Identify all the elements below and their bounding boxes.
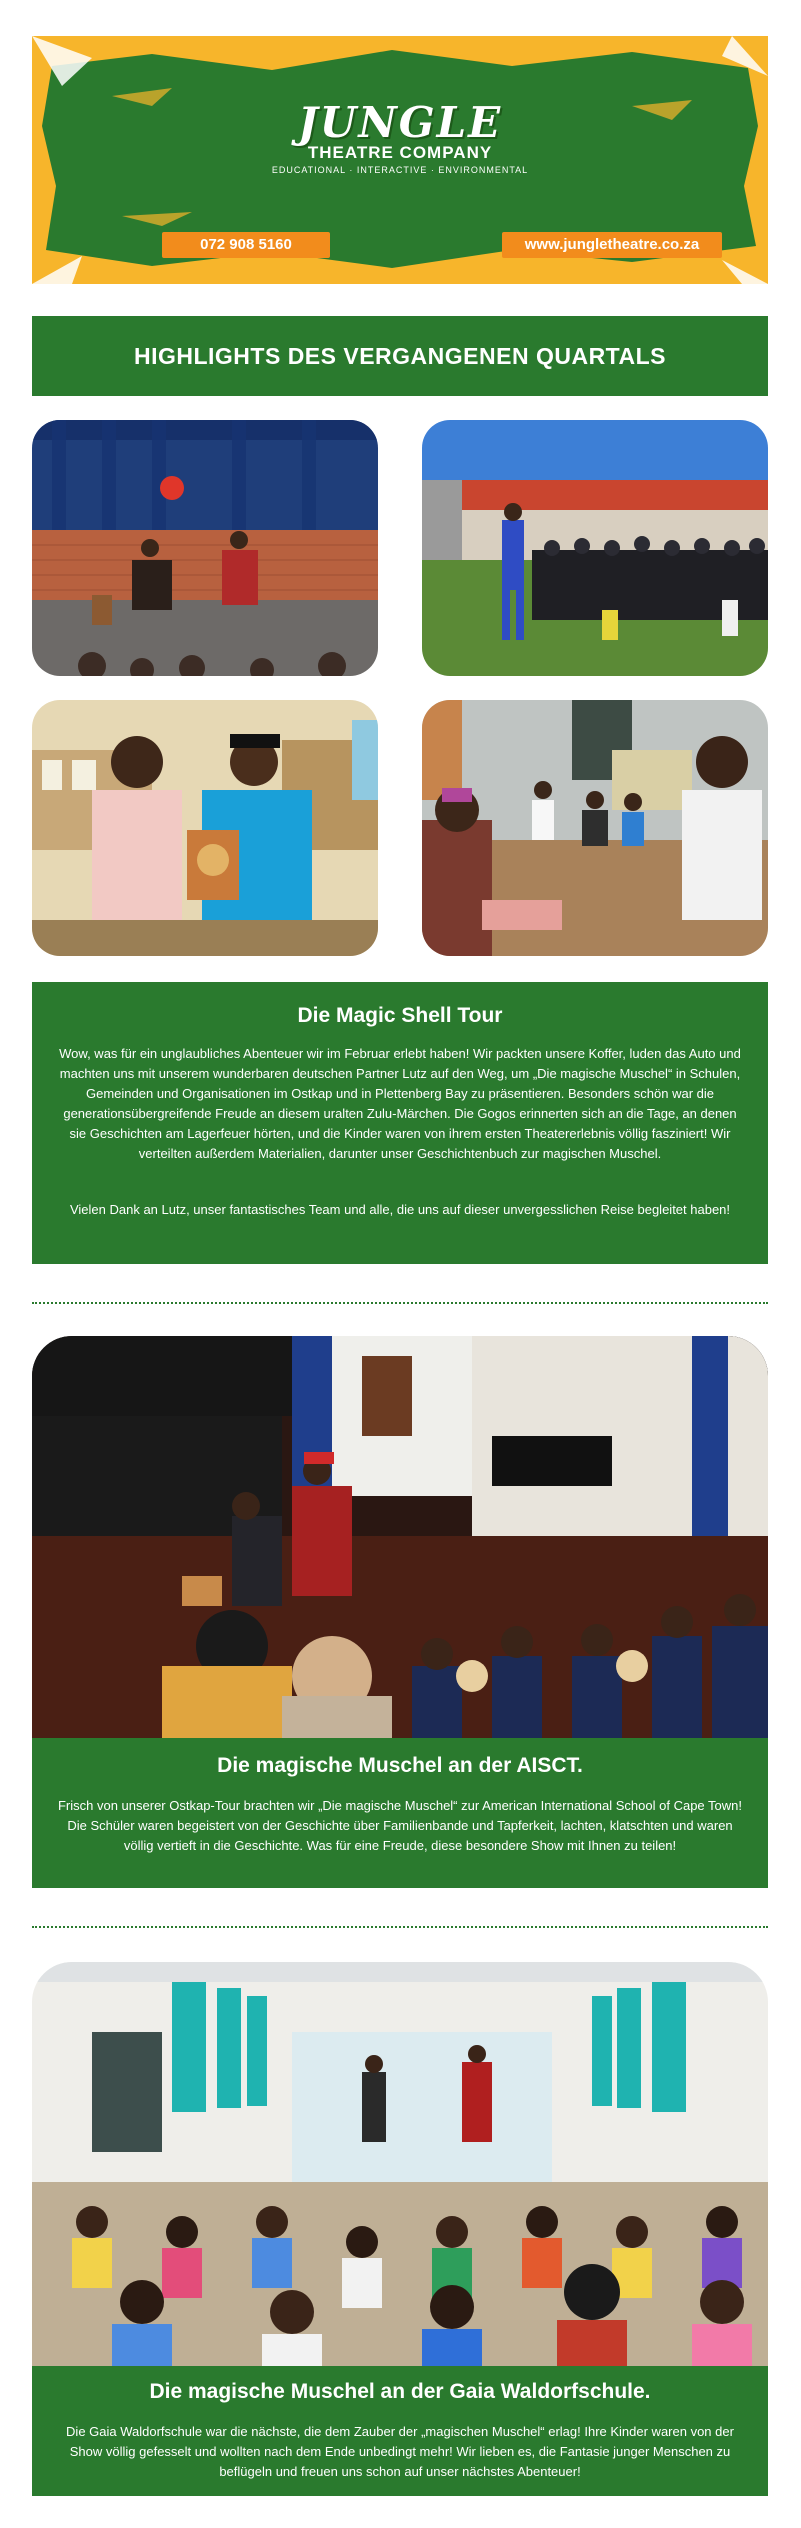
logo [32, 98, 768, 175]
aisct-text: Frisch von unserer Ostkap-Tour brachten wir „Die magische Muschel“ zur American International School of Cape Town! Die Schüler waren begeistert von der Geschichte über Familienbande und Tapferkeit, lachten, klatschten und waren völlig vertieft in die Geschichte. Was für eine Freude, diese besondere Show mit Ihnen zu teilen! [57, 1798, 742, 1853]
magic-shell-tour-thanks: Vielen Dank an Lutz, unser fantastisches Team und alle, die uns auf dieser unvergesslichen Reise begleitet haben! [69, 1202, 731, 1217]
logo-subtitle: THEATRE COMPANY [307, 143, 493, 162]
photo-storytelling-circle [422, 700, 768, 956]
photo-outdoor-school-crowd [422, 420, 768, 676]
gaia-title: Die magische Muschel an der Gaia Waldorfschule. [149, 2380, 651, 2403]
magic-shell-tour-card [32, 982, 768, 1264]
photo-aisct-performance [32, 1336, 768, 1750]
photo-gaia-performance [32, 1962, 768, 2380]
magic-shell-tour-text: Wow, was für ein unglaubliches Abenteuer wir im Februar erlebt haben! Wir packten unsere Koffer, luden das Auto und machten uns mit unserem wunderbaren deutschen Partner Lutz auf den Weg, um „Die magische Muschel“ in Schulen, Gemeinden und Organisationen im Ostkap und in Plettenberg Bay zu präsentieren. Besonders schön war die generationsübergreifende Freude an diesem uralten Zulu-Märchen. Die Gogos erinnerten sich an die Tage, an denen sie Geschichten am Lagerfeuer hörten, und die Kinder waren von ihrem ersten Theatererlebnis völlig fasziniert! Wir verteilten außerdem Materialien, darunter unser Geschichtenbuch zur magischen Muschel. [59, 1046, 741, 1161]
logo-wordmark: JUNGLE [297, 98, 503, 147]
magic-shell-tour-title: Die Magic Shell Tour [297, 1004, 503, 1027]
website-link[interactable]: www.jungletheatre.co.za [502, 232, 722, 258]
phone-number[interactable]: 072 908 5160 [162, 232, 330, 258]
section-header [32, 316, 768, 396]
photo-performance-stage [32, 420, 378, 676]
gaia-card [32, 2366, 768, 2496]
aisct-title: Die magische Muschel an der AISCT. [217, 1754, 583, 1777]
dotted-divider [32, 1926, 768, 1928]
dotted-divider [32, 1302, 768, 1304]
aisct-card [32, 1738, 768, 1888]
photo-book-handover [32, 700, 378, 956]
gaia-text: Die Gaia Waldorfschule war die nächste, die dem Zauber der „magischen Muschel“ erlag! Ihre Kinder waren von der Show völlig gefesselt und wollten nach dem Ende unbedingt mehr! Wir lieben es, die Fantasie junger Menschen zu beflügeln und freuen uns schon auf unser nächstes Abenteuer! [66, 2424, 734, 2479]
logo-tagline: EDUCATIONAL · INTERACTIVE · ENVIRONMENTAL [271, 165, 529, 175]
header-banner [32, 36, 768, 284]
section-title: HIGHLIGHTS DES VERGANGENEN QUARTALS [133, 342, 667, 369]
